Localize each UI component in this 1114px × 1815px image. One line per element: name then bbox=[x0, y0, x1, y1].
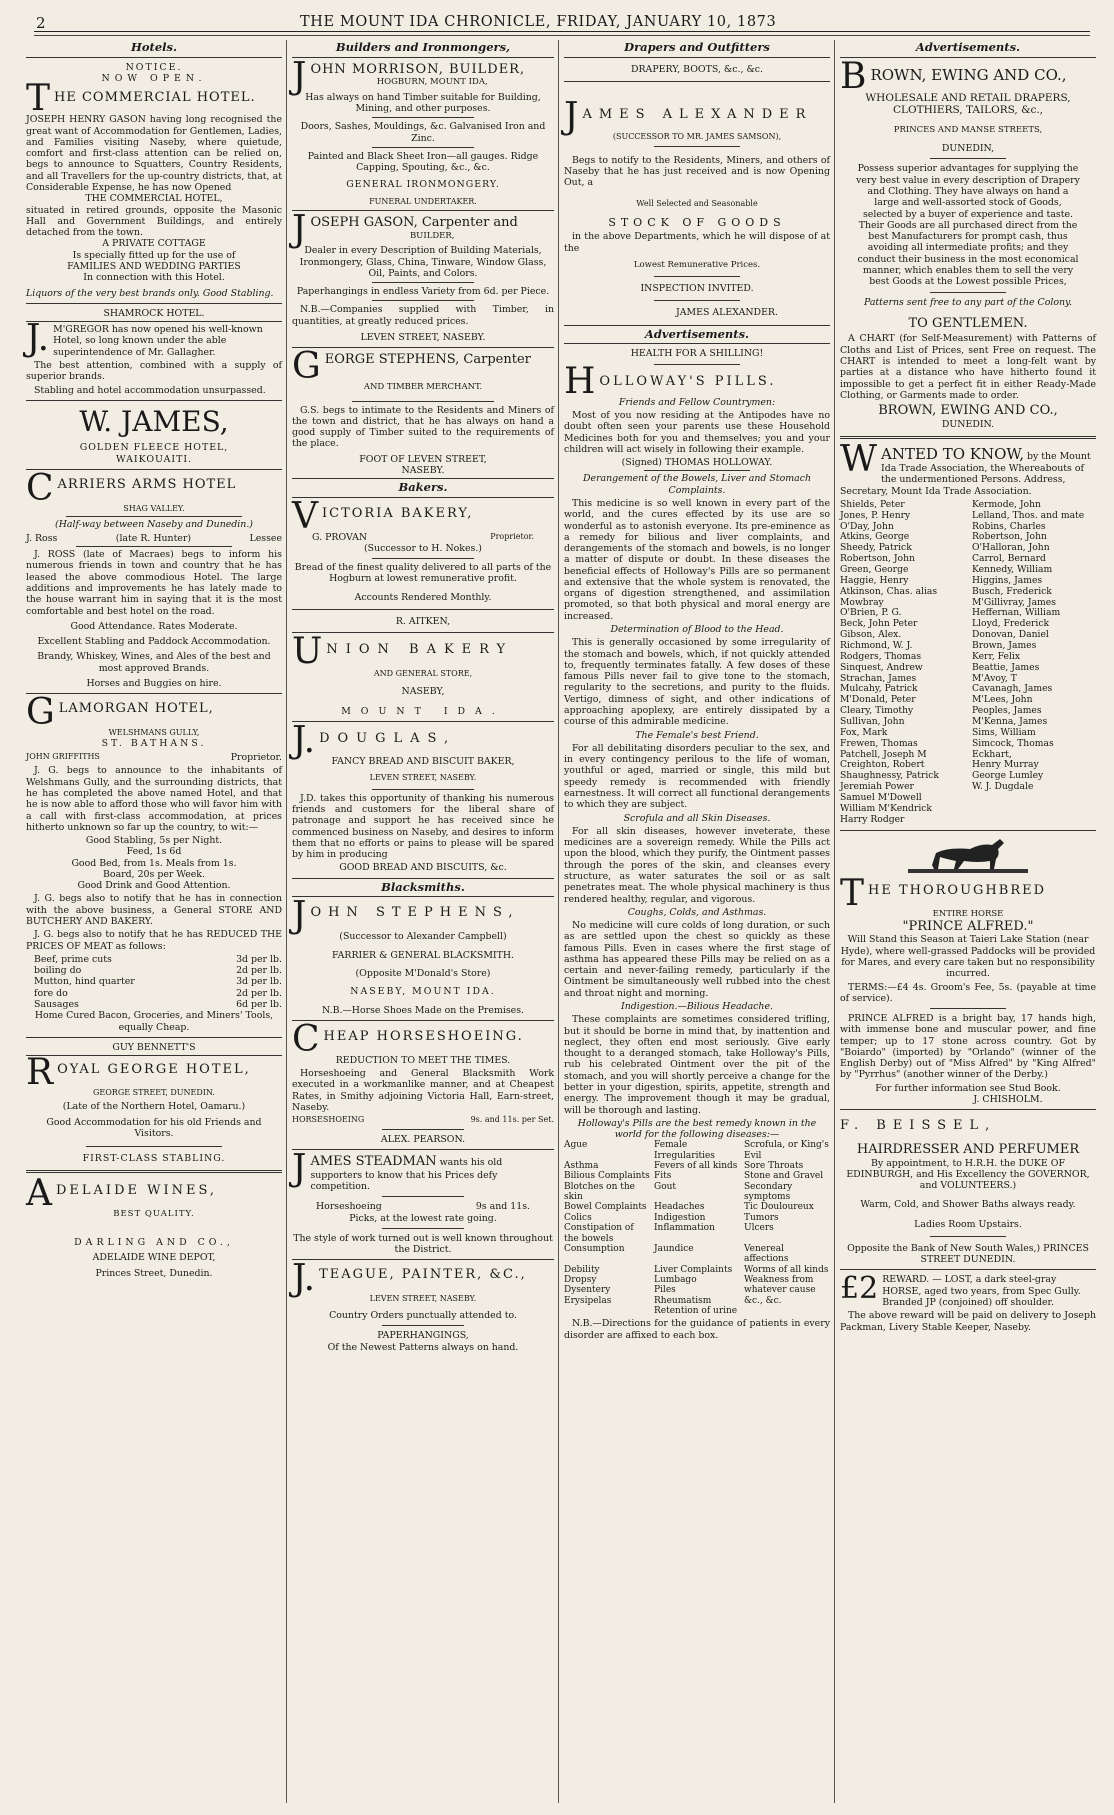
victoria-bakery-ad: VICTORIA BAKERY, G. PROVAN Proprietor. (Successor to H. Nokes.) Bread of the finest quality delivered to all parts of the Hogburn at lowest remunerative profit. Accounts Rendered Monthly. R. AITKEN, bbox=[292, 502, 554, 628]
missing-person-name: Jones, P. Henry bbox=[840, 509, 911, 521]
missing-person-name: Sheedy, Patrick bbox=[840, 542, 912, 554]
cheap-horseshoeing-ad: CHEAP HORSESHOEING. REDUCTION TO MEET THE TIMES. Horseshoeing and General Blacksmith Work executed in a workmanlike manner, and at Cheapest Rates, in Smithy adjoining Victoria Hall, Earn-street, Naseby. HORSESHOEING 9s. and 11s. per Set. ALEX. PEARSON. bbox=[292, 1018, 554, 1145]
section-header: Hotels. bbox=[26, 40, 282, 58]
missing-person-name: Atkins, George bbox=[840, 531, 910, 543]
missing-person-name: Samuel M'Dowell bbox=[840, 792, 922, 804]
douglas-ad: J. DOUGLAS, FANCY BREAD AND BISCUIT BAKER, LEVEN STREET, NASEBY. J.D. takes this opportunity of thanking his numerous friends and customers for the liberal share of patronage and support he has received since he commenced business on Naseby, and desires to inform them that no efforts or pains to please will be spared by him in producing GOOD BREAD AND BISCUITS, &c. bbox=[292, 719, 554, 874]
missing-person-name: O'Brien, P. G. bbox=[840, 607, 902, 619]
missing-person-name: M'Avoy, T bbox=[972, 672, 1017, 684]
union-bakery-ad: UNION BAKERY AND GENERAL STORE, NASEBY, MOUNT IDA. bbox=[292, 630, 514, 717]
missing-person-name: Robins, Charles bbox=[972, 520, 1046, 532]
missing-person-name: M'Lees, John bbox=[972, 694, 1033, 706]
gason-ad: JOSEPH GASON, Carpenter and BUILDER, Dealer in every Description of Building Materials, Ironmongery, Glass, China, Tinware, Window Glass, Oil, Paints, and Colors. Paperhangings in endless Variety from 6d. per Piece. N.B.—Companies supplied with Timber, in quantities, at greatly reduced prices. LEVEN STREET, NASEBY. bbox=[292, 209, 554, 344]
beissel-ad: F. BEISSEL, HAIRDRESSER AND PERFUMER By appointment, to H.R.H. the DUKE OF EDINBURGH, and His Excellency the GOVERNOR, and VOLUNTEERS.) Warm, Cold, and Shower Baths always ready. Ladies Room Upstairs. Opposite the Bank of New South Wales,) PRINCES STREET DUNEDIN. bbox=[840, 1118, 1090, 1266]
missing-person-name: Heffernan, William bbox=[972, 607, 1061, 619]
missing-person-name: Sims, William bbox=[972, 726, 1036, 738]
missing-person-name: Higgins, James bbox=[972, 574, 1043, 586]
missing-person-name: Eckhart, bbox=[972, 748, 1012, 760]
teague-ad: J. TEAGUE, PAINTER, &C., LEVEN STREET, NASEBY. Country Orders punctually attended to. PAPERHANGINGS, Of the Newest Patterns always on hand. bbox=[292, 1258, 527, 1353]
missing-person-name: Richmond, W. J. bbox=[840, 640, 913, 651]
brown-ewing-ad: BROWN, EWING AND CO., WHOLESALE AND RETAIL DRAPERS, CLOTHIERS, TAILORS, &c., PRINCES AND MANSE STREETS, DUNEDIN, Possess superior advantages for supplying the very best value in every description of Drapery and Clothing. They have always on hand a large and well-assorted stock of Goods, selected by a buyer of experience and taste. Their Goods are all purchased direct from the best Manufacturers for prompt cash, thus avoiding all intermediate profits; and they conduct their business in the most economical manner, which enables them to sell the very best Goods at the Lowest possible Prices, Patterns sent free to any part of the Colony. TO GENTLEMEN. A CHART (for Self-Measurement) with Patterns of Cloths and List of Prices, sent Free on request. The CHART is intended to meet a long-felt want by parties at a distance who have hitherto found it impossible to get a perfect fit in either Ready-Made Clothing, or Garments made to order. BROWN, EWING AND CO., DUNEDIN. bbox=[840, 55, 1096, 430]
glamorgan-hotel-ad: GLAMORGAN HOTEL, WELSHMANS GULLY, ST. BATHANS. JOHN GRIFFITHS Proprietor. J. G. begs to announce to the inhabitants of Welshmans Gully, and the surrounding districts, that he has completed the above named Hotel, and that he is now able to afford those who will favor him with a call with first-class accommodation, at prices hitherto unknown so far up the country, to wit:— Good Stabling, 5s per Night. Feed, 1s 6d Good Bed, from 1s. Meals from 1s. Board, 20s per Week. Good Drink and Good Attention. J. G. begs also to notify that he has in connection with the above business, a General STORE AND BUTCHERY AND BAKERY. J. G. begs also to notify that he has REDUCED THE PRICES OF MEAT as follows: Beef, prime cuts 3d per lb. boiling do 2d per lb. Mutton, hind quarter 3d per lb. fore do 2d per lb. Sausages 6d per lb. Home Cured Bacon, Groceries, and Miners' Tools, equally Cheap. bbox=[26, 692, 282, 1033]
column-advertisements bbox=[836, 40, 1100, 1805]
wanted-to-know-ad: WANTED TO KNOW, by the Mount Ida Trade Association, the Whereabouts of the undermentioned Persons. Address, Secretary, Mount Ida Trade Association. Shields, Peter Jones, P. Henry O'Day, John Atkins, George Sheedy, Patrick Robertson, John Green, George Haggie, Henry Atkinson, Chas. alias Mowbray O'Brien, P. G. Beck, John Peter Gibson, Alex. Richmond, W. J. Rodgers, Thomas Sinquest, Andrew Strachan, James Mulcahy, Patrick M'Donald, Peter Cleary, Timothy Sullivan, John Fox, Mark Frewen, Thomas Patchell, Joseph M Creighton, Robert Shaughnessy, Patrick Jeremiah Power Samuel M'Dowell William M'Kendrick Harry Rodger Kermode, John Lelland, Thos. and mate Robins, Charles Robertson, John O'Halloran, John Carrol, Bernard Kennedy, William Higgins, James Busch, Frederick M'Gillivray, James Heffernan, William Lloyd, Frederick Donovan, Daniel Brown, James Kerr, Felix Beattie, James M'Avoy, T Cavanagh, James M'Lees, John Peoples, James M'Kenna, James Sims, William Simcock, Thomas Eckhart, Henry Murray George Lumley W. J. Dugdale bbox=[840, 445, 1096, 826]
column-rule bbox=[558, 40, 559, 1803]
missing-person-name: Creighton, Robert bbox=[840, 759, 925, 771]
section-header: Advertisements. bbox=[564, 325, 830, 345]
carriers-arms-ad: CARRIERS ARMS HOTEL SHAG VALLEY. (Half-way between Naseby and Dunedin.) J. Ross (late R. Hunter) Lessee J. ROSS (late of Macraes) begs to inform his numerous friends in town and country that he has leased the above commodious Hotel. The large additions and improvements he has lately made to the house warrant him in saying that it is the most comfortable and best hotel on the road. Good Attendance. Rates Moderate. Excellent Stabling and Paddock Accommodation. Brandy, Whiskey, Wines, and Ales of the best and most approved Brands. Horses and Buggies on hire. bbox=[26, 467, 282, 689]
missing-person-name: Donovan, Daniel bbox=[972, 629, 1049, 641]
section-header: Advertisements. bbox=[840, 40, 1096, 58]
morrison-ad: JOHN MORRISON, BUILDER, HOGBURN, MOUNT IDA, Has always on hand Timber suitable for Building, Mining, and other purposes. Doors, Sashes, Mouldings, &c. Galvanised Iron and Zinc. Painted and Black Sheet Iron—all gauges. Ridge Capping, Spouting, &c., &c. GENERAL IRONMONGERY. FUNERAL UNDERTAKER. bbox=[292, 55, 546, 206]
horse-icon bbox=[908, 835, 1028, 875]
missing-person-name: Peoples, James bbox=[972, 705, 1042, 717]
golden-fleece-ad: W. JAMES, GOLDEN FLEECE HOTEL, WAIKOUAITI. bbox=[79, 404, 229, 465]
drop-cap: T bbox=[26, 78, 51, 120]
holloway-pills-ad: HEALTH FOR A SHILLING! HOLLOWAY'S PILLS. Friends and Fellow Countrymen: Most of you now residing at the Antipodes have no doubt often seen your parents use these Household Medicines both for you and themselves; you and your children will act wisely in following their example. (Signed) THOMAS HOLLOWAY. Derangement of the Bowels, Liver and Stomach Complaints. This medicine is so well known in every part of the world, and the cures effected by its use are so wonderful as to astonish everyone. Its pre-eminence as a remedy for bilious and liver complaints, and derangements of the stomach and bowels, is no longer a matter of dispute or doubt. In these diseases the beneficial effects of Holloway's Pills are so permanent and extensive that the whole system is renovated, the organs of digestion strengthened, and assimilation promoted, so that both physical and moral energy are increased. Determination of Blood to the Head. This is generally occasioned by some irregularity of the stomach and bowels, which, if not quickly attended to, frequently terminates fatally. A few doses of these famous Pills never fail to give tone to the stomach, regularity to the secretions, and purity to the fluids. Vertigo, dimness of sight, and other indications of approaching apoplexy, are entirely dissipated by a course of this admirable medicine. The Female's best Friend. For all debilitating disorders peculiar to the sex, and in every contingency perilous to the life of woman, youthful or aged, married or single, this mild but speedy remedy is recommended with friendly earnestness. It will correct all functional derangements to which they are subject. Scrofula and all Skin Diseases. For all skin diseases, however inveterate, these medicines are a sovereign remedy. While the Pills act upon the blood, which they purify, the Ointment passes through the pores of the skin, and cleanses every structure, as water saturates the soil or as salt penetrates meat. The whole physical machinery is thus rendered healthy, regular, and vigorous. Coughs, Colds, and Asthmas. No medicine will cure colds of long duration, or such as are settled upon the chest so quickly as these famous Pills. Even in cases where the first stage of asthma has appeared these Pills may be relied on as a certain and never-failing remedy, particularly if the Ointment be simultaneously well rubbed into the chest and throat night and morning. Indigestion.—Bilious Headache. These complaints are sometimes considered trifling, but it should be borne in mind that, by inattention and neglect, they often end most seriously. Give early thought to a deranged stomach, take Holloway's Pills, rub his celebrated Ointment over the pit of the stomach, and you will shortly perceive a change for the better in your digestion, spirits, appetite, strength and energy. The improvement though it may be gradual, will be thorough and lasting. Holloway's Pills are the best remedy known in the world for the following diseases:— Ague Female Irregularities Scrofula, or King's Evil Asthma Fevers of all kinds Sore Throats Bilious Complaints Fits Stone and Gravel Blotches on the skin Gout Secondary symptoms Bowel Complaints Headaches Tic Douloureux Colics Indigestion Tumors Constipation of the bowels Inflammation Ulcers Consumption Jaundice Venereal affections Debility Liver Complaints Worms of all kinds Dropsy Lumbago Weakness from Dysentery Piles whatever cause Erysipelas Rheumatism &c., &c. Retention of urine N.B.—Directions for the guidance of patients in every disorder are affixed to each box. bbox=[564, 348, 830, 1341]
missing-person-name: Strachan, James bbox=[840, 672, 917, 684]
royal-george-ad: GUY BENNETT'S ROYAL GEORGE HOTEL, GEORGE STREET, DUNEDIN. (Late of the Northern Hotel, Oamaru.) Good Accommodation for his old Friends and Visitors. FIRST-CLASS STABLING. bbox=[26, 1042, 282, 1164]
column-drapers: Drapers and Outfitters DRAPERY, BOOTS, &c., &c. JAMES ALEXANDER (SUCCESSOR TO MR. JAMES SAMSON), Begs to notify to the Residents, Miners, and others of Naseby that he has just received and is now Opening Out, a Well Selected and Seasonable STOCK OF GOODS in the above Departments, which he will dispose of at the Lowest Remunerative Prices. INSPECTION INVITED. JAMES ALEXANDER. Advertisements. HEALTH FOR A SHILLING! HOLLOWAY'S PILLS. Friends and Fellow Countrymen: Most of you now residing at the Antipodes have no doubt often seen your parents use these Household Medicines both for you and themselves; you and your children will act wisely in following their example. (Signed) THOMAS HOLLOWAY. Derangement of the Bowels, Liver and Stomach Complaints. This medicine is so well known in every part of the world, and the cures effected by its use are so wonderful as to astonish everyone. Its pre-eminence as a remedy for bilious and liver complaints, and derangements of the stomach and bowels, is no longer a matter of dispute or doubt. In these diseases the beneficial effects of Holloway's Pills are so permanent and extensive that the whole system is renovated, the organs of digestion strengthened, and assimilation promoted, so that both physical and moral energy are increased. Determination of Blood to the Head. This is generally occasioned by some irregularity of the stomach and bowels, which, if not quickly attended to, frequently terminates fatally. A few doses of these famous Pills never fail to give tone to the stomach, regularity to the secretions, and purity to the fluids. Vertigo, dimness of sight, and other indications of approaching apoplexy, are entirely dissipated by a course of this admirable medicine. The Female's best Friend. For all debilitating disorders peculiar to the sex, and in every contingency perilous to the life of woman, youthful or aged, married or single, this mild but speedy remedy is recommended with friendly earnestness. It will correct all functional derangements to which they are subject. Scrofula and all Skin Diseases. For all skin diseases, however inveterate, these medicines are a sovereign remedy. While the Pills act upon the blood, which they purify, the Ointment passes through the pores of the skin, and cleanses every structure, as water saturates the soil or as salt penetrates meat. The whole physical machinery is thus rendered healthy, regular, and vigorous. Coughs, Colds, and Asthmas. No medicine will cure colds of long duration, or such as are settled upon the chest so quickly as these famous Pills. Even in cases where the first stage of asthma has appeared these Pills may be relied on as a certain and never-failing remedy, particularly if the Ointment be simultaneously well rubbed into the chest and throat night and morning. Indigestion.—Bilious Headache. These complaints are sometimes considered trifling, but it should be borne in mind that, by inattention and neglect, they often end most seriously. Give early thought to a deranged stomach, take Holloway's Pills, rub his celebrated Ointment over the pit of the stomach, and you will shortly perceive a change for the better in your digestion, spirits, appetite, strength and energy. The improvement though it may be gradual, will be thorough and lasting. Holloway's Pills are the best remedy known in the world for the following diseases:— Ague Female Irregularities Scrofula, or King's Evil Asthma Fevers of all kinds Sore Throats Bilious Complaints Fits Stone and Gravel Blotches on the skin Gout Secondary symptoms Bowel Complaints Headaches Tic Douloureux Colics Indigestion Tumors Constipation of the bowels Inflammation Ulcers Consumption Jaundice Venereal affections Debility Liver Complaints Worms of all kinds Dropsy Lumbago Weakness from Dysentery Piles whatever cause Erysipelas Rheumatism &c., &c. Retention of urine N.B.—Directions for the guidance of patients in every disorder are affixed to each box. bbox=[564, 40, 830, 1341]
missing-person-name: W. J. Dugdale bbox=[972, 781, 1034, 793]
missing-person-name: Beck, John Peter bbox=[840, 618, 918, 630]
column-rule bbox=[834, 40, 835, 1803]
missing-person-name: Atkinson, Chas. alias Mowbray bbox=[840, 585, 938, 608]
missing-person-name: Jeremiah Power bbox=[840, 781, 914, 793]
missing-person-name: Kermode, John bbox=[972, 498, 1041, 510]
missing-person-name: Shaughnessy, Patrick bbox=[840, 770, 939, 782]
missing-person-name: Kennedy, William bbox=[972, 563, 1053, 575]
missing-person-name: M'Donald, Peter bbox=[840, 694, 916, 706]
page-number: 2 bbox=[36, 14, 46, 32]
newspaper-title: THE MOUNT IDA CHRONICLE, FRIDAY, JANUARY 10, 1873 bbox=[300, 14, 777, 30]
missing-person-name: Cleary, Timothy bbox=[840, 705, 914, 717]
john-stephens-ad: JOHN STEPHENS, (Successor to Alexander Campbell) FARRIER & GENERAL BLACKSMITH. (Opposite M'Donald's Store) NASEBY, MOUNT IDA. N.B.—Horse Shoes Made on the Premises. bbox=[292, 895, 524, 1016]
missing-person-name: Busch, Frederick bbox=[972, 585, 1052, 597]
missing-person-name: Lelland, Thos. and mate bbox=[972, 509, 1085, 521]
thoroughbred-ad: THE THOROUGHBRED ENTIRE HORSE "PRINCE ALFRED." Will Stand this Season at Taieri Lake Station (near Hyde), where well-grassed Paddocks will be provided for Mares, and every care taken but no responsibility incurred. TERMS:—£4 4s. Groom's Fee, 5s. (payable at time of service). PRINCE ALFRED is a bright bay, 17 hands high, with immense bone and muscular power, and fine temper; up to 17 stone across country. Got by "Boiardo" (imported) by "Orlando" (winner of the English Derby) out of "Miss Alfred" by "King Alfred" by "Pyrrhus" (another winner of the Derby.) For further information see Stud Book. J. CHISHOLM. bbox=[840, 835, 1096, 1106]
section-header: Blacksmiths. bbox=[292, 878, 554, 898]
george-stephens-ad: GEORGE STEPHENS, Carpenter AND TIMBER MERCHANT. G.S. begs to intimate to the Residents and Miners of the town and district, that he has always on hand a good supply of Timber suited to the requirements of the place. FOOT OF LEVEN STREET, NASEBY. bbox=[292, 346, 554, 476]
missing-person-name: Shields, Peter bbox=[840, 498, 905, 510]
missing-person-name: M'Kenna, James bbox=[972, 716, 1048, 728]
missing-person-name: Fox, Mark bbox=[840, 726, 888, 738]
column-hotels bbox=[22, 40, 286, 1805]
missing-person-name: O'Halloran, John bbox=[972, 542, 1050, 554]
steadman-ad: JAMES STEADMAN wants his old supporters to know that his Prices defy competition. Horseshoeing 9s and 11s. Picks, at the lowest rate going. The style of work turned out is well known throughout the District. bbox=[292, 1148, 553, 1256]
missing-person-name: Rodgers, Thomas bbox=[840, 650, 922, 662]
missing-person-name: Gibson, Alex. bbox=[840, 629, 902, 641]
missing-person-name: Frewen, Thomas bbox=[840, 737, 918, 749]
shamrock-hotel-ad: SHAMROCK HOTEL. J. M'GREGOR has now opened his well-known Hotel, so long known under the able superintendence of Mr. Gallagher. The best attention, combined with a supply of superior brands. Stabling and hotel accommodation unsurpassed. bbox=[26, 307, 282, 396]
commercial-hotel-ad: NOTICE. NOW OPEN. THE COMMERCIAL HOTEL. JOSEPH HENRY GASON having long recognised the great want of Accommodation for Gentlemen, Ladies, and Families visiting Naseby, where quietude, comfort and first-class attention can be relied on, begs to announce to Squatters, Country Residents, and all Travellers for the up-country districts, that, at Considerable Expense, he has now Opened THE COMMERCIAL HOTEL, situated in retired grounds, opposite the Masonic Hall and Government Buildings, and entirely detached from the town. A PRIVATE COTTAGE Is specially fitted up for the use of FAMILIES AND WEDDING PARTIES In connection with this Hotel. Liquors of the very best brands only. Good Stabling. bbox=[26, 61, 282, 299]
missing-person-name: Cavanagh, James bbox=[972, 683, 1053, 695]
missing-persons-list bbox=[840, 500, 1096, 826]
missing-person-name: Robertson, John bbox=[840, 553, 915, 565]
missing-person-name: Patchell, Joseph M bbox=[840, 748, 927, 760]
column-builders bbox=[288, 40, 558, 1805]
missing-person-name: Beattie, James bbox=[972, 661, 1040, 673]
section-header: Bakers. bbox=[292, 478, 554, 498]
missing-person-name: Kerr, Felix bbox=[972, 650, 1021, 662]
section-header: Drapers and Outfitters bbox=[564, 40, 830, 58]
missing-person-name: Green, George bbox=[840, 563, 909, 575]
missing-person-name: George Lumley bbox=[972, 770, 1044, 782]
meat-price-list: Beef, prime cuts 3d per lb. boiling do 2d per lb. Mutton, hind quarter 3d per lb. fore do 2d per lb. Sausages 6d per lb. bbox=[34, 953, 282, 1011]
missing-person-name: Sinquest, Andrew bbox=[840, 661, 923, 673]
missing-person-name: Robertson, John bbox=[972, 531, 1047, 543]
missing-person-name: Sullivan, John bbox=[840, 716, 905, 728]
missing-person-name: Haggie, Henry bbox=[840, 574, 909, 586]
missing-person-name: Carrol, Bernard bbox=[972, 553, 1046, 565]
reward-ad: £2 REWARD. — LOST, a dark steel-gray HORSE, aged two years, from Spec Gully. Branded JP (conjoined) off shoulder. The above reward will be paid on delivery to Joseph Packman, Livery Stable Keeper, Naseby. bbox=[840, 1271, 1096, 1333]
masthead-rule bbox=[34, 35, 1090, 36]
column-rule bbox=[286, 40, 287, 1803]
missing-person-name: Lloyd, Frederick bbox=[972, 618, 1050, 630]
missing-person-name: O'Day, John bbox=[840, 520, 894, 532]
missing-person-name: M'Gillivray, James bbox=[972, 596, 1056, 608]
missing-person-name: William M'Kendrick bbox=[840, 802, 932, 814]
alexander-ad: JAMES ALEXANDER (SUCCESSOR TO MR. JAMES SAMSON), Begs to notify to the Residents, Miners, and others of Naseby that he has just received and is now Opening Out, a Well Selected and Seasonable STOCK OF GOODS in the above Departments, which he will dispose of at the Lowest Remunerative Prices. INSPECTION INVITED. JAMES ALEXANDER. bbox=[564, 96, 830, 319]
missing-person-name: Henry Murray bbox=[972, 759, 1039, 771]
missing-person-name: Harry Rodger bbox=[840, 813, 905, 825]
disease-list: Ague Female Irregularities Scrofula, or King's Evil Asthma Fevers of all kinds Sore Throats Bilious Complaints Fits Stone and Gravel Blotches on the skin Gout Secondary symptoms Bowel Complaints Headaches Tic Douloureux Colics Indigestion Tumors Constipation of the bowels Inflammation Ulcers Consumption Jaundice Venereal affections Debility Liver Complaints Worms of all kinds Dropsy Lumbago Weakness from Dysentery Piles whatever cause Erysipelas Rheumatism &c., &c. Retention of urine bbox=[564, 1140, 829, 1316]
missing-person-name: Simcock, Thomas bbox=[972, 737, 1054, 749]
adelaide-wines-ad: ADELAIDE WINES, BEST QUALITY. DARLING AND CO., ADELAIDE WINE DEPOT, Princes Street, Dunedin. bbox=[26, 1172, 234, 1279]
section-header: Builders and Ironmongers, bbox=[292, 40, 554, 58]
missing-person-name: Brown, James bbox=[972, 640, 1037, 651]
missing-person-name: Mulcahy, Patrick bbox=[840, 683, 918, 695]
